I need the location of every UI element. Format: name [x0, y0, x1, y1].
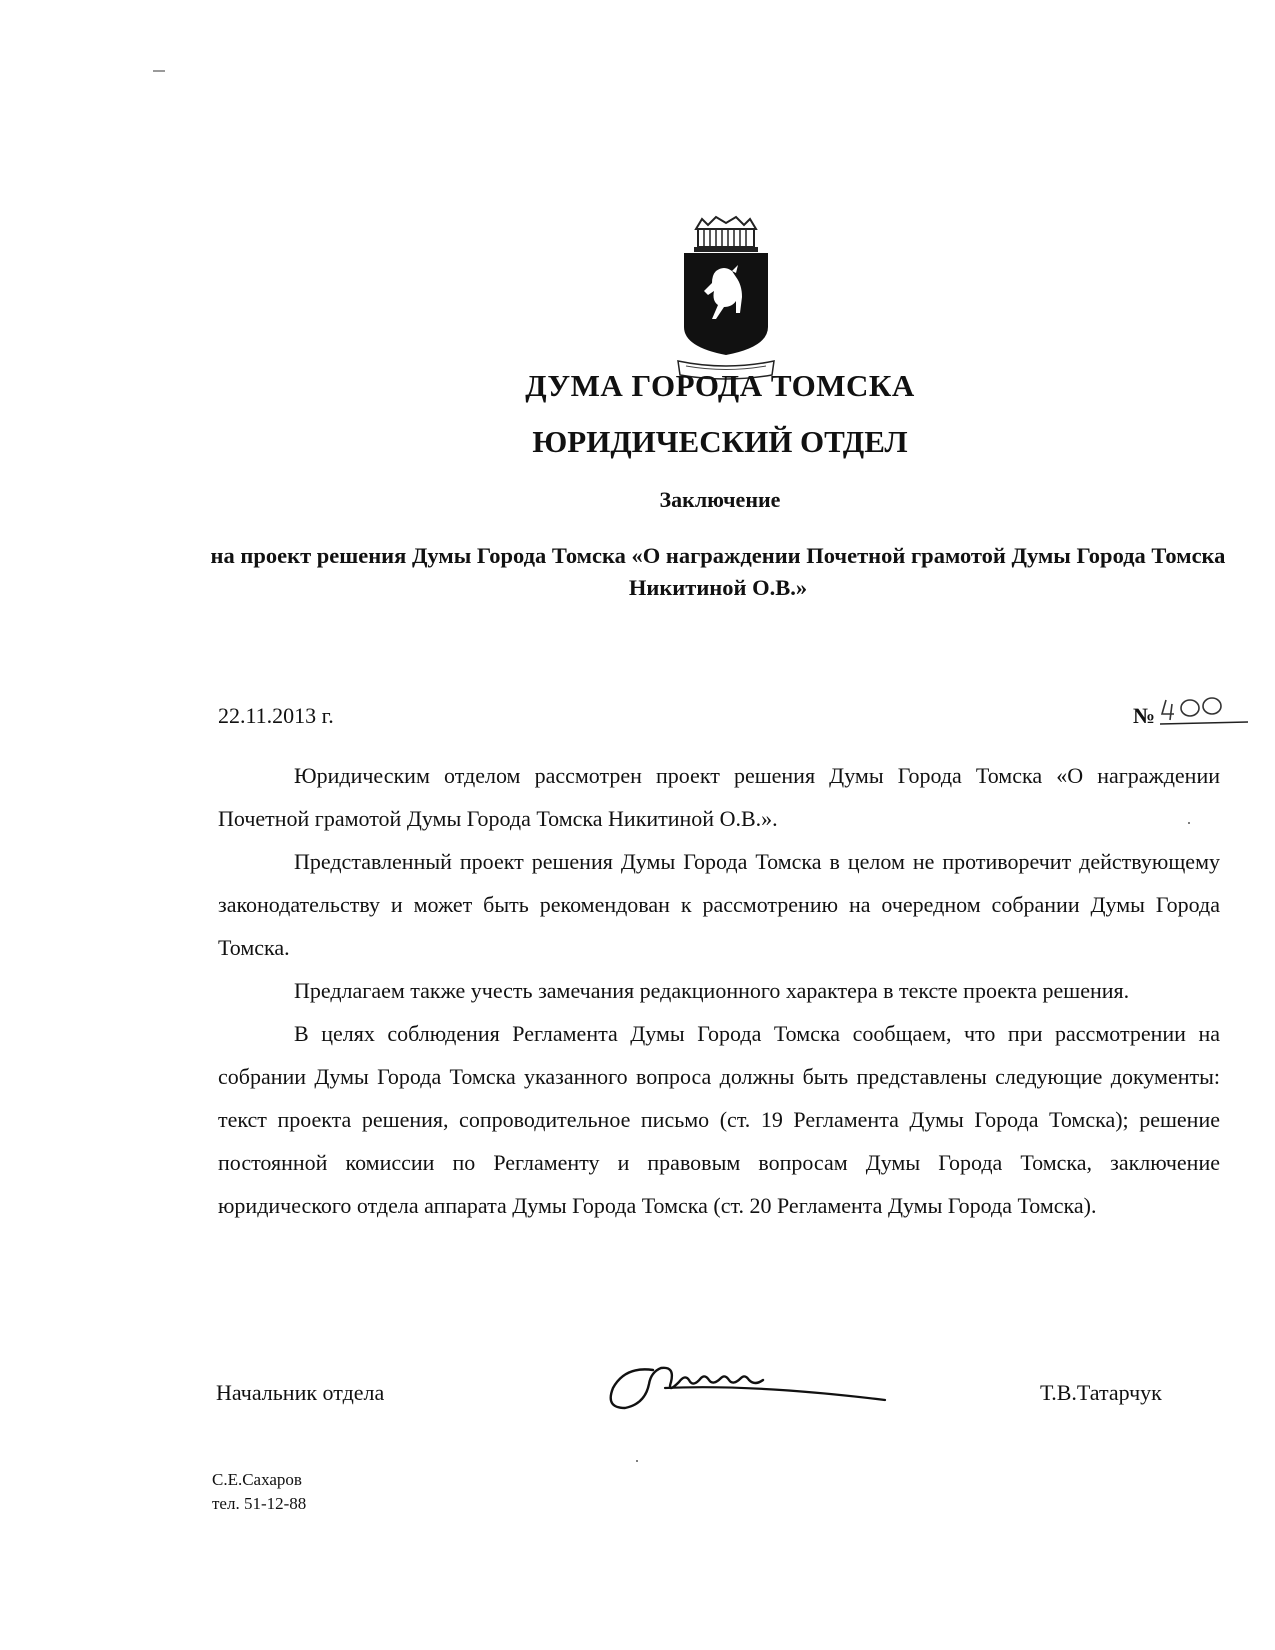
document-subject: на проект решения Думы Города Томска «О награждении Почетной грамотой Думы Города Томска Никитиной О.В.»	[210, 543, 1226, 600]
organization-title: ДУМА ГОРОДА ТОМСКА	[525, 368, 915, 403]
body-paragraph: Представленный проект решения Думы Города Томска в целом не противоречит действующему законодательству и может быть рекомендован к рассмотрению на очередном собрании Думы Города Томска.	[218, 849, 1220, 960]
scan-artifact	[1188, 822, 1190, 824]
signatory-position: Начальник отдела	[216, 1380, 385, 1405]
document-number-label: №	[1133, 703, 1156, 728]
executor-info	[212, 1468, 306, 1516]
scan-artifact	[153, 70, 165, 72]
body-paragraph: В целях соблюдения Регламента Думы Города Томска сообщаем, что при рассмотрении на собрании Думы Города Томска указанного вопроса должны быть представлены следующие документы: текст проекта решения, сопроводительное письмо (ст. 19 Регламента Думы Города Томска); решение постоянной комиссии по Регламенту и правовым вопросам Думы Города Томска, заключение юридического отдела аппарата Думы Города Томска (ст. 20 Регламента Думы Города Томска).	[218, 1021, 1220, 1218]
executor-name: С.Е.Сахаров	[212, 1470, 302, 1489]
handwritten-signature	[605, 1348, 895, 1428]
tomsk-coat-of-arms-icon	[676, 215, 776, 380]
department-title: ЮРИДИЧЕСКИЙ ОТДЕЛ	[532, 424, 908, 459]
signatory-name: Т.В.Татарчук	[1040, 1380, 1162, 1405]
body-paragraph: Предлагаем также учесть замечания редакционного характера в тексте проекта решения.	[294, 978, 1130, 1003]
body-paragraph: Юридическим отделом рассмотрен проект решения Думы Города Томска «О награждении Почетной грамотой Думы Города Томска Никитиной О.В.».	[218, 763, 1220, 831]
executor-phone: тел. 51-12-88	[212, 1494, 307, 1513]
handwritten-number	[1160, 692, 1250, 728]
scan-artifact	[636, 1460, 638, 1462]
document-type: Заключение	[659, 487, 781, 512]
document-body	[218, 754, 1220, 1227]
document-date: 22.11.2013 г.	[218, 703, 334, 728]
